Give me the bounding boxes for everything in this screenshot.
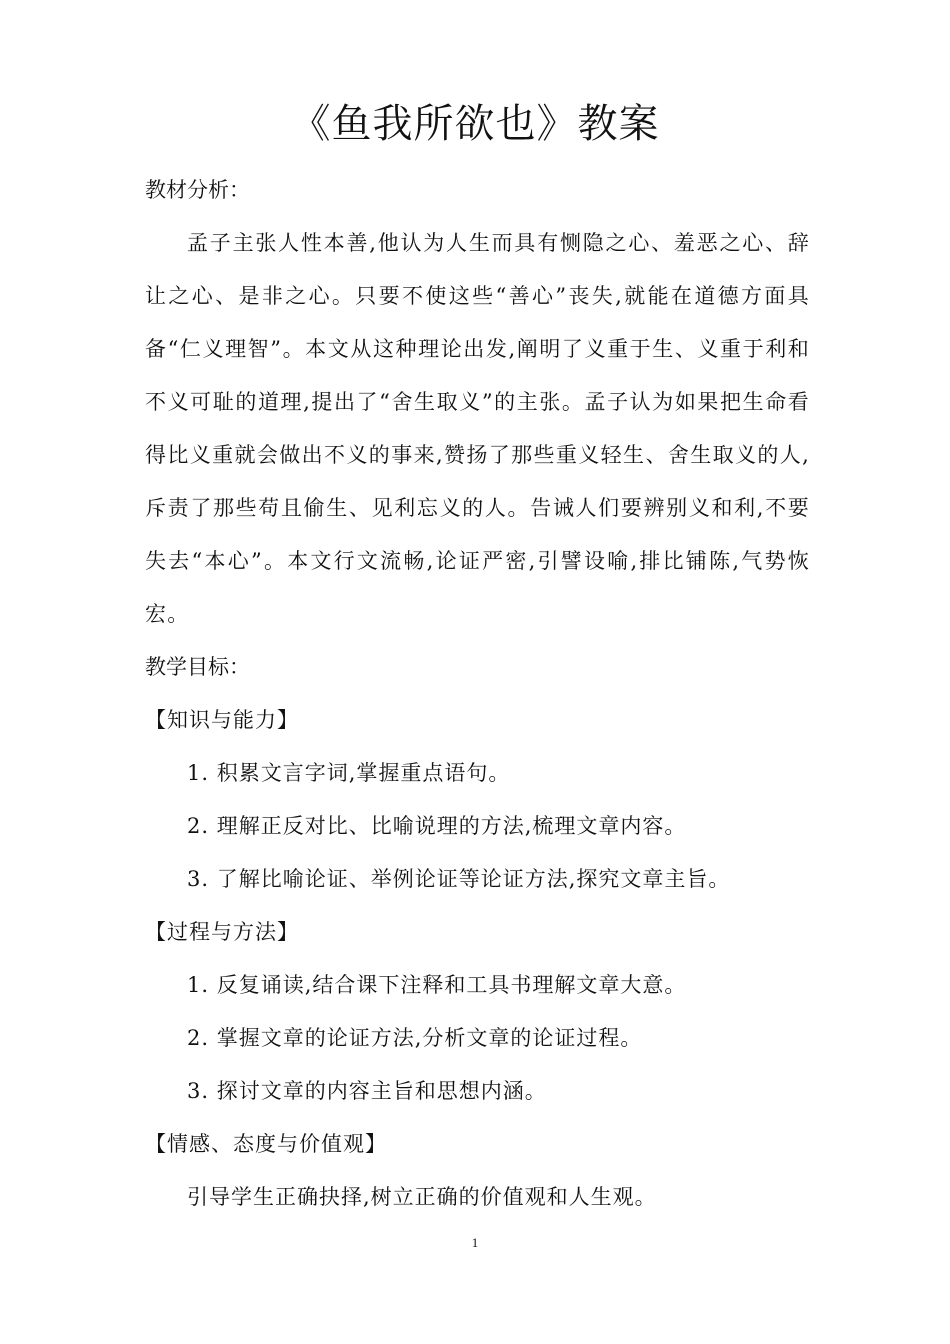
list-item: 1. 积累文言字词,掌握重点语句。 xyxy=(187,761,511,785)
textbook-analysis-paragraph: 孟子主张人性本善,他认为人生而具有恻隐之心、羞恶之心、辞让之心、是非之心。只要不使这些“善心”丧失,就能在道德方面具备“仁义理智”。本文从这种理论出发,阐明了义重于生、义重于利和不义可耻的道理,提出了“舍生取义”的主张。孟子认为如果把生命看得比义重就会做出不义的事来,赞扬了那些重义轻生、舍生取义的人,斥责了那些苟且偷生、见利忘义的人。告诫人们要辨别义和利,不要失去“本心”。本文行文流畅,论证严密,引譬设喻,排比铺陈,气势恢宏。 xyxy=(145,231,810,626)
list-item: 2. 掌握文章的论证方法,分析文章的论证过程。 xyxy=(187,1026,643,1050)
list-item: 3. 了解比喻论证、举例论证等论证方法,探究文章主旨。 xyxy=(187,867,731,891)
group-label-process-method: 【过程与方法】 xyxy=(145,920,299,944)
list-item: 引导学生正确抉择,树立正确的价值观和人生观。 xyxy=(187,1185,657,1209)
list-item: 2. 理解正反对比、比喻说理的方法,梳理文章内容。 xyxy=(187,814,687,838)
group-label-emotion-values: 【情感、态度与价值观】 xyxy=(145,1132,387,1156)
list-item: 1. 反复诵读,结合课下注释和工具书理解文章大意。 xyxy=(187,973,687,997)
document-title: 《鱼我所欲也》教案 xyxy=(290,101,660,147)
list-item: 3. 探讨文章的内容主旨和思想内涵。 xyxy=(187,1079,547,1103)
page-number: 1 xyxy=(471,1235,479,1250)
group-label-knowledge-ability: 【知识与能力】 xyxy=(145,708,299,732)
section-heading-teaching-goals: 教学目标： xyxy=(145,655,250,679)
document-body xyxy=(145,164,810,1224)
section-heading-textbook-analysis: 教材分析： xyxy=(145,178,250,202)
